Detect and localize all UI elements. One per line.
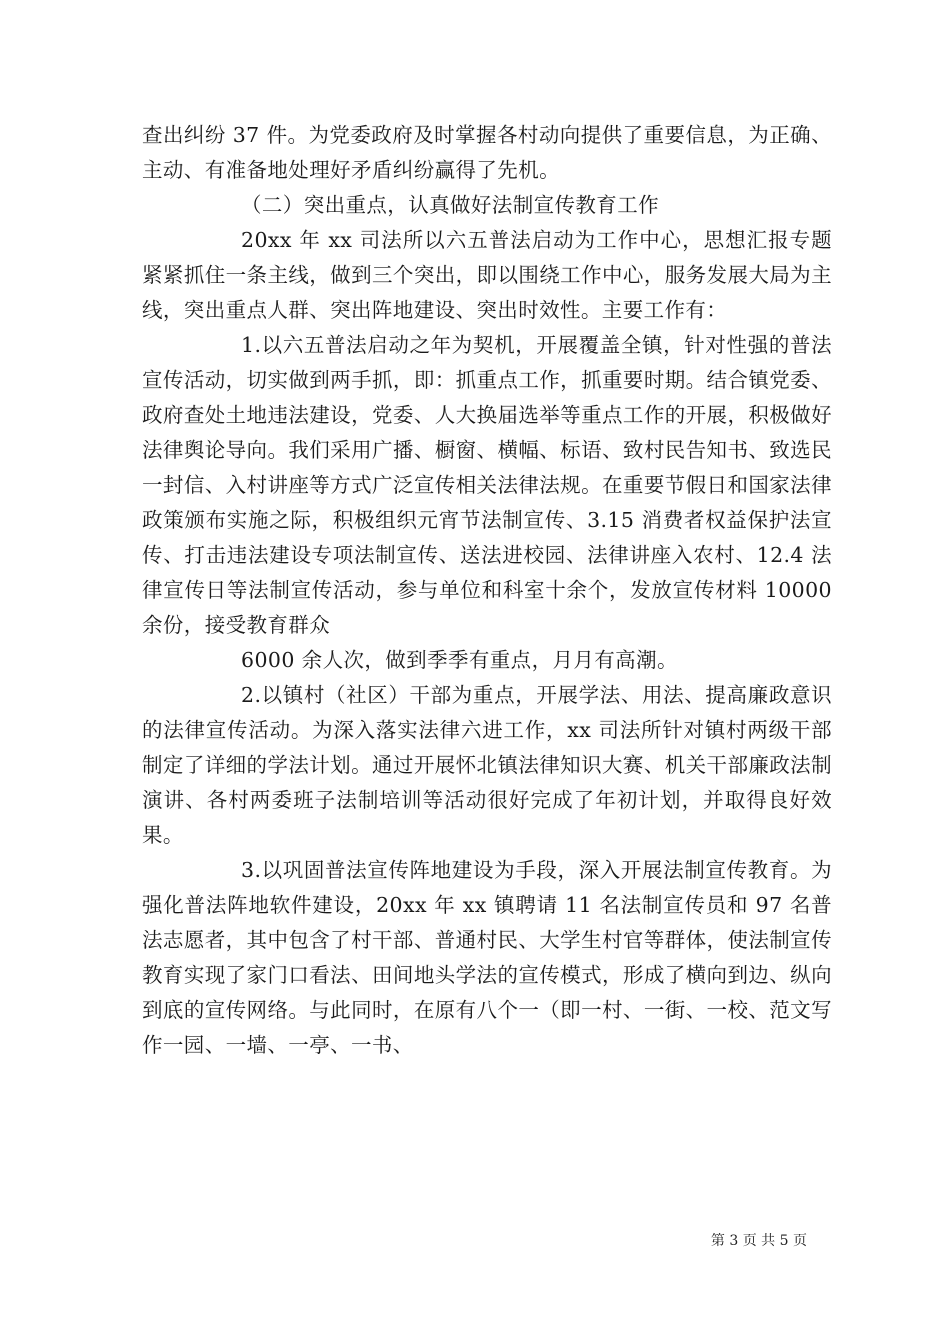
paragraph-4: 6000 余人次，做到季季有重点，月月有高潮。: [241, 648, 678, 672]
paragraph-5: 2.以镇村（社区）干部为重点，开展学法、用法、提高廉政意识的法律宣传活动。为深入落实法律六进工作，xx 司法所针对镇村两级干部制定了详细的学法计划。通过开展怀北镇法律知识大赛、机关干部廉政法制演讲、各村两委班子法制培训等活动很好完成了年初计划，并取得良好效果。: [142, 683, 832, 847]
paragraph-3: 1.以六五普法启动之年为契机，开展覆盖全镇，针对性强的普法宣传活动，切实做到两手抓，即：抓重点工作，抓重要时期。结合镇党委、政府查处土地违法建设，党委、人大换届选举等重点工作的开展，积极做好法律舆论导向。我们采用广播、橱窗、横幅、标语、致村民告知书、致选民一封信、入村讲座等方式广泛宣传相关法律法规。在重要节假日和国家法律政策颁布实施之际，积极组织元宵节法制宣传、3.15 消费者权益保护法宣传、打击违法建设专项法制宣传、送法进校园、法律讲座入农村、12.4 法律宣传日等法制宣传活动，参与单位和科室十余个，发放宣传材料 10000 余份，接受教育群众: [142, 333, 832, 637]
document-body: [142, 118, 832, 1063]
section-heading: （二）突出重点，认真做好法制宣传教育工作: [241, 193, 659, 217]
page-number-footer: 第 3 页 共 5 页: [710, 1233, 807, 1249]
paragraph-6: 3.以巩固普法宣传阵地建设为手段，深入开展法制宣传教育。为强化普法阵地软件建设，20xx 年 xx 镇聘请 11 名法制宣传员和 97 名普法志愿者，其中包含了村干部、普通村民、大学生村官等群体，使法制宣传教育实现了家门口看法、田间地头学法的宣传模式，形成了横向到边、纵向到底的宣传网络。与此同时，在原有八个一（即一村、一街、一校、范文写作一园、一墙、一亭、一书、: [142, 858, 832, 1057]
paragraph-2: 20xx 年 xx 司法所以六五普法启动为工作中心，思想汇报专题紧紧抓住一条主线，做到三个突出，即以围绕工作中心，服务发展大局为主线，突出重点人群、突出阵地建设、突出时效性。主要工作有：: [142, 228, 832, 322]
paragraph-1: 查出纠纷 37 件。为党委政府及时掌握各村动向提供了重要信息，为正确、主动、有准备地处理好矛盾纠纷赢得了先机。: [142, 123, 832, 182]
